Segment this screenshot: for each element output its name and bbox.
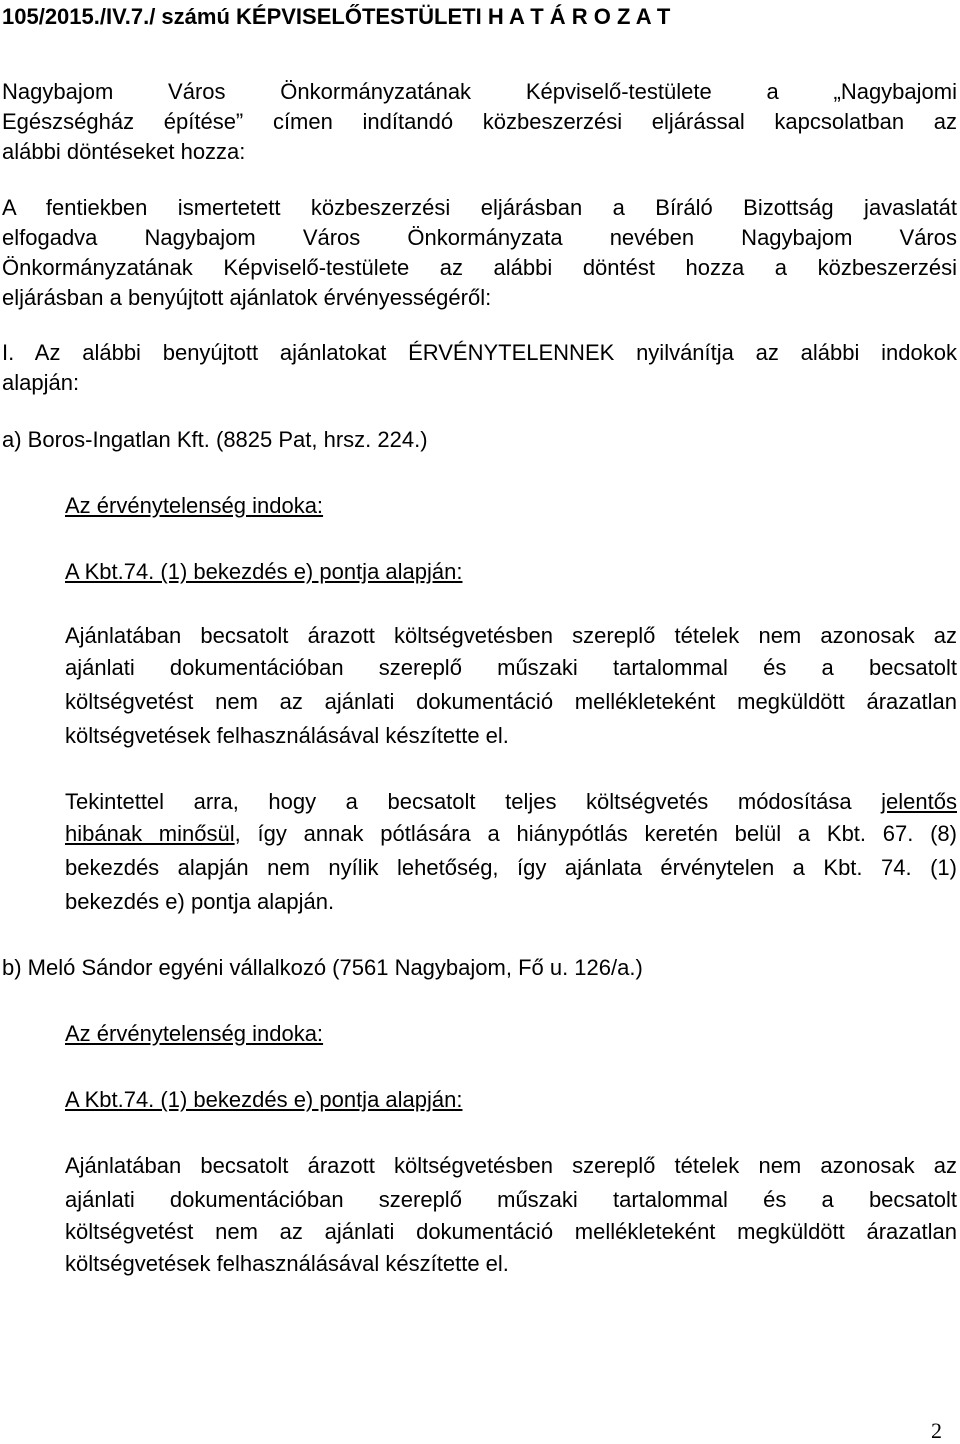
item-a-reason-line-2: ajánlati dokumentációban szereplő műszaki tartalommal és a becsatolt — [65, 655, 957, 680]
item-a-note-emphasis: jelentős — [881, 789, 957, 814]
item-a-reason-label: Az érvénytelenség indoka: — [65, 493, 324, 518]
item-b-reason-label: Az érvénytelenség indoka: — [65, 1021, 324, 1046]
page-number: 2 — [931, 1418, 942, 1443]
item-a-reason-line-1: Ajánlatában becsatolt árazott költségvetésben szereplő tételek nem azonosak az — [65, 623, 957, 648]
item-a-legal-basis: A Kbt.74. (1) bekezdés e) pontja alapján: — [65, 559, 463, 584]
item-a-note-line-1 — [65, 786, 957, 818]
para1-line-2: elfogadva Nagybajom Város Önkormányzata nevében Nagybajom Város — [2, 225, 957, 250]
item-b-legal-basis: A Kbt.74. (1) bekezdés e) pontja alapján: — [65, 1087, 463, 1112]
intro-line-1: Nagybajom Város Önkormányzatának Képviselő-testülete a „Nagybajomi — [2, 79, 957, 104]
item-a-reason-line-4: költségvetések felhasználásával készítette el. — [65, 723, 509, 748]
item-b-reason-line-4: költségvetések felhasználásával készítette el. — [65, 1251, 509, 1276]
item-b-heading: b) Meló Sándor egyéni vállalkozó (7561 Nagybajom, Fő u. 126/a.) — [2, 955, 643, 980]
intro-line-3: alábbi döntéseket hozza: — [2, 139, 246, 164]
item-a-note-text: Tekintettel arra, hogy a becsatolt teljes költségvetés módosítása — [65, 789, 882, 814]
item-b-reason-line-3: költségvetést nem az ajánlati dokumentáció mellékleteként megküldött árazatlan — [65, 1219, 957, 1244]
document-title: 105/2015./IV.7./ számú KÉPVISELŐTESTÜLETI H A T Á R O Z A T — [2, 4, 671, 29]
section-i-line-1: I. Az alábbi benyújtott ajánlatokat ÉRVÉNYTELENNEK nyilvánítja az alábbi indokok — [2, 340, 957, 365]
item-a-note-text-2: , így annak pótlására a hiánypótlás keretén belül a Kbt. 67. (8) — [234, 821, 957, 846]
para1-line-3: Önkormányzatának Képviselő-testülete az alábbi döntést hozza a közbeszerzési — [2, 255, 957, 280]
item-a-reason-line-3: költségvetést nem az ajánlati dokumentáció mellékleteként megküldött árazatlan — [65, 689, 957, 714]
item-a-note-line-3: bekezdés alapján nem nyílik lehetőség, így ajánlata érvénytelen a Kbt. 74. (1) — [65, 855, 957, 880]
para1-line-4: eljárásban a benyújtott ajánlatok érvényességéről: — [2, 285, 492, 310]
item-b-reason-line-2: ajánlati dokumentációban szereplő műszaki tartalommal és a becsatolt — [65, 1187, 957, 1212]
item-a-heading: a) Boros-Ingatlan Kft. (8825 Pat, hrsz. 224.) — [2, 427, 428, 452]
section-i-line-2: alapján: — [2, 370, 80, 395]
intro-line-2: Egészségház építése” címen indítandó közbeszerzési eljárással kapcsolatban az — [2, 109, 957, 134]
item-a-note-line-2 — [65, 818, 957, 850]
item-a-note-emphasis-2: hibának minősül — [65, 821, 235, 846]
item-a-note-line-4: bekezdés e) pontja alapján. — [65, 889, 335, 914]
item-b-reason-line-1: Ajánlatában becsatolt árazott költségvetésben szereplő tételek nem azonosak az — [65, 1153, 957, 1178]
para1-line-1: A fentiekben ismertetett közbeszerzési eljárásban a Bíráló Bizottság javaslatát — [2, 195, 957, 220]
